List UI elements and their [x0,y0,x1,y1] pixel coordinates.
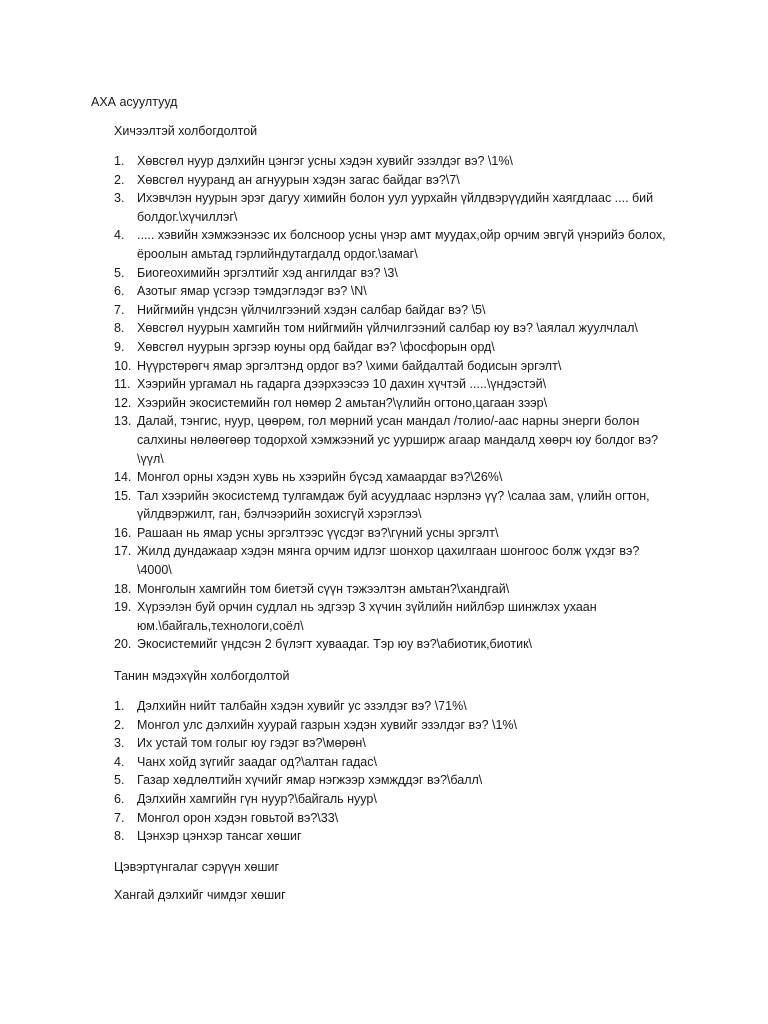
question-item [114,635,672,654]
question-number: 3. [114,191,125,206]
question-number: 19. [114,600,132,615]
question-item [114,152,672,171]
question-text: Хээрийн экосистемийн гол нөмөр 2 амьтан?\үлийн огтоно,цагаан зээр\ [137,395,548,410]
question-item [114,827,672,846]
question-number: 1. [114,699,125,713]
question-number: 18. [114,581,132,596]
question-number: 17. [114,544,132,559]
question-item [114,412,672,468]
question-text: ..... хэвийн хэмжээнээс их болсноор усны үнэр амт муудах,ойр орчим эвгүй үнэрийэ болох, ёроолын амьтад гэрлийндутагдалд ордог.\замаг\ [137,228,666,261]
question-item [114,189,672,226]
question-text: Монголын хамгийн том биетэй сүүн тэжээлтэн амьтан?\хандгай\ [137,581,510,596]
question-item [114,753,672,772]
document-title: АХА асуултууд [91,95,178,109]
question-number: 2. [114,172,125,187]
question-item [114,357,672,376]
question-item [114,375,672,394]
question-item [114,809,672,828]
question-text: Газар хөдлөлтийн хүчийг ямар нэгжээр хэмжддэг вэ?\балл\ [137,773,483,788]
question-text: Цэнхэр цэнхэр тансаг хөшиг [137,829,302,844]
question-number: 15. [114,488,132,503]
question-text: Азотыг ямар үсгээр тэмдэглэдэг вэ? \N\ [137,284,367,299]
question-text: Далай, тэнгис, нуур, цөөрөм, гол мөрний усан мандал /толио/-аас нарны энерги болон салхины нөлөөгөөр тодорхой хэмжээний ус уурширж агаар мандалд хөөрч юу болдог вэ?\үүл\ [137,414,659,466]
question-item [114,580,672,599]
question-text: Их устай том голыг юу гэдэг вэ?\мөрөн\ [137,736,366,751]
question-item [114,171,672,190]
question-number: 5. [114,265,125,280]
question-text: Тал хээрийн экосистемд тулгамдаж буй асуудлаас нэрлэнэ үү? \салаа зам, үлийн огтон, үйлдвэржилт, ган, бэлчээрийн зохисгүй хэрэглээ\ [137,488,650,522]
question-list-knowledge [114,697,672,846]
question-number: 8. [114,829,125,844]
question-text: Монгол орны хэдэн хувь нь хээрийн бүсэд хамаардаг вэ?\26%\ [137,470,503,485]
question-text: Хүрээлэн буй орчин судлал нь эдгээр 3 хүчин зүйлийн нийлбэр шинжлэх ухаан юм.\байгаль,технологи,соёл\ [137,600,597,633]
question-text: Дэлхийн нийт талбайн хэдэн хувийг ус эзэлдэг вэ? \71%\ [137,699,467,713]
question-item [114,542,672,579]
question-item [114,282,672,301]
question-item [114,598,672,635]
question-number: 4. [114,228,125,243]
question-list-lesson [114,152,672,654]
question-text: Нүүрстөрөгч ямар эргэлтэнд ордог вэ? \хими байдалтай бодисын эргэлт\ [137,358,562,373]
question-item [114,319,672,338]
question-number: 16. [114,525,132,540]
question-item [114,338,672,357]
question-text: Жилд дундажаар хэдэн мянга орчим идлэг шонхор цахилгаан шонгоос болж үхдэг вэ?\4000\ [137,544,640,578]
question-text: Рашаан нь ямар усны эргэлтээс үүсдэг вэ?\гүний усны эргэлт\ [137,525,499,540]
question-number: 4. [114,754,125,769]
question-text: Монгол улс дэлхийн хуурай газрын хэдэн хувийг эзэлдэг вэ? \1%\ [137,717,518,732]
question-item [114,394,672,413]
question-number: 20. [114,637,132,652]
question-text: Хээрийн ургамал нь гадарга дээрхээсээ 10 дахин хүчтэй .....\үндэстэй\ [137,377,547,392]
question-number: 14. [114,470,132,485]
question-item [114,697,672,716]
question-text: Экосистемийг үндсэн 2 бүлэгт хуваадаг. Тэр юу вэ?\абиотик,биотик\ [137,637,533,652]
question-text: Монгол орон хэдэн говьтой вэ?\33\ [137,810,339,825]
question-number: 8. [114,321,125,336]
question-number: 1. [114,154,125,168]
question-number: 7. [114,302,125,317]
question-item [114,716,672,735]
question-number: 3. [114,736,125,751]
section-heading-khangai-curtain: Хангай дэлхийг чимдэг хөшиг [114,888,286,902]
question-text: Чанх хойд зүгийг заадаг од?\алтан гадас\ [137,754,377,769]
question-number: 2. [114,717,125,732]
question-text: Ихэвчлэн нуурын эрэг дагуу химийн болон уул уурхайн үйлдвэрүүдийн хаягдлаас .... бий болдог.\хүчиллэг\ [137,191,654,224]
question-number: 9. [114,339,125,354]
question-text: Хөвсгөл нуур дэлхийн цэнгэг усны хэдэн хувийг эзэлдэг вэ? \1%\ [137,154,513,168]
question-number: 12. [114,395,132,410]
question-text: Нийгмийн үндсэн үйлчилгээний хэдэн салбар байдаг вэ? \5\ [137,302,486,317]
question-number: 10. [114,358,132,373]
question-text: Хөвсгөл нуурын хамгийн том нийгмийн үйлчилгээний салбар юу вэ? \аялал жуулчлал\ [137,321,638,336]
question-text: Дэлхийн хамгийн гүн нуур?\байгаль нуур\ [137,791,377,806]
question-item [114,771,672,790]
question-number: 5. [114,773,125,788]
question-number: 13. [114,414,132,429]
question-item [114,790,672,809]
question-number: 6. [114,791,125,806]
question-text: Хөвсгөл нууранд ан агнуурын хэдэн загас байдаг вэ?\7\ [137,172,460,187]
question-text: Хөвсгөл нуурын эргээр юуны орд байдаг вэ? \фосфорын орд\ [137,339,495,354]
question-number: 11. [114,377,131,392]
question-item [114,734,672,753]
question-number: 7. [114,810,125,825]
section-heading-knowledge: Танин мэдэхүйн холбогдолтой [114,669,290,683]
question-item [114,524,672,543]
question-item [114,226,672,263]
question-item [114,264,672,283]
section-heading-clear-curtain: Цэвэртүнгалаг сэрүүн хөшиг [114,860,280,874]
question-text: Биогеохимийн эргэлтийг хэд ангилдаг вэ? \3\ [137,265,398,280]
question-number: 6. [114,284,125,299]
question-item [114,487,672,524]
question-item [114,468,672,487]
question-item [114,301,672,320]
section-heading-lesson: Хичээлтэй холбогдолтой [114,124,258,138]
